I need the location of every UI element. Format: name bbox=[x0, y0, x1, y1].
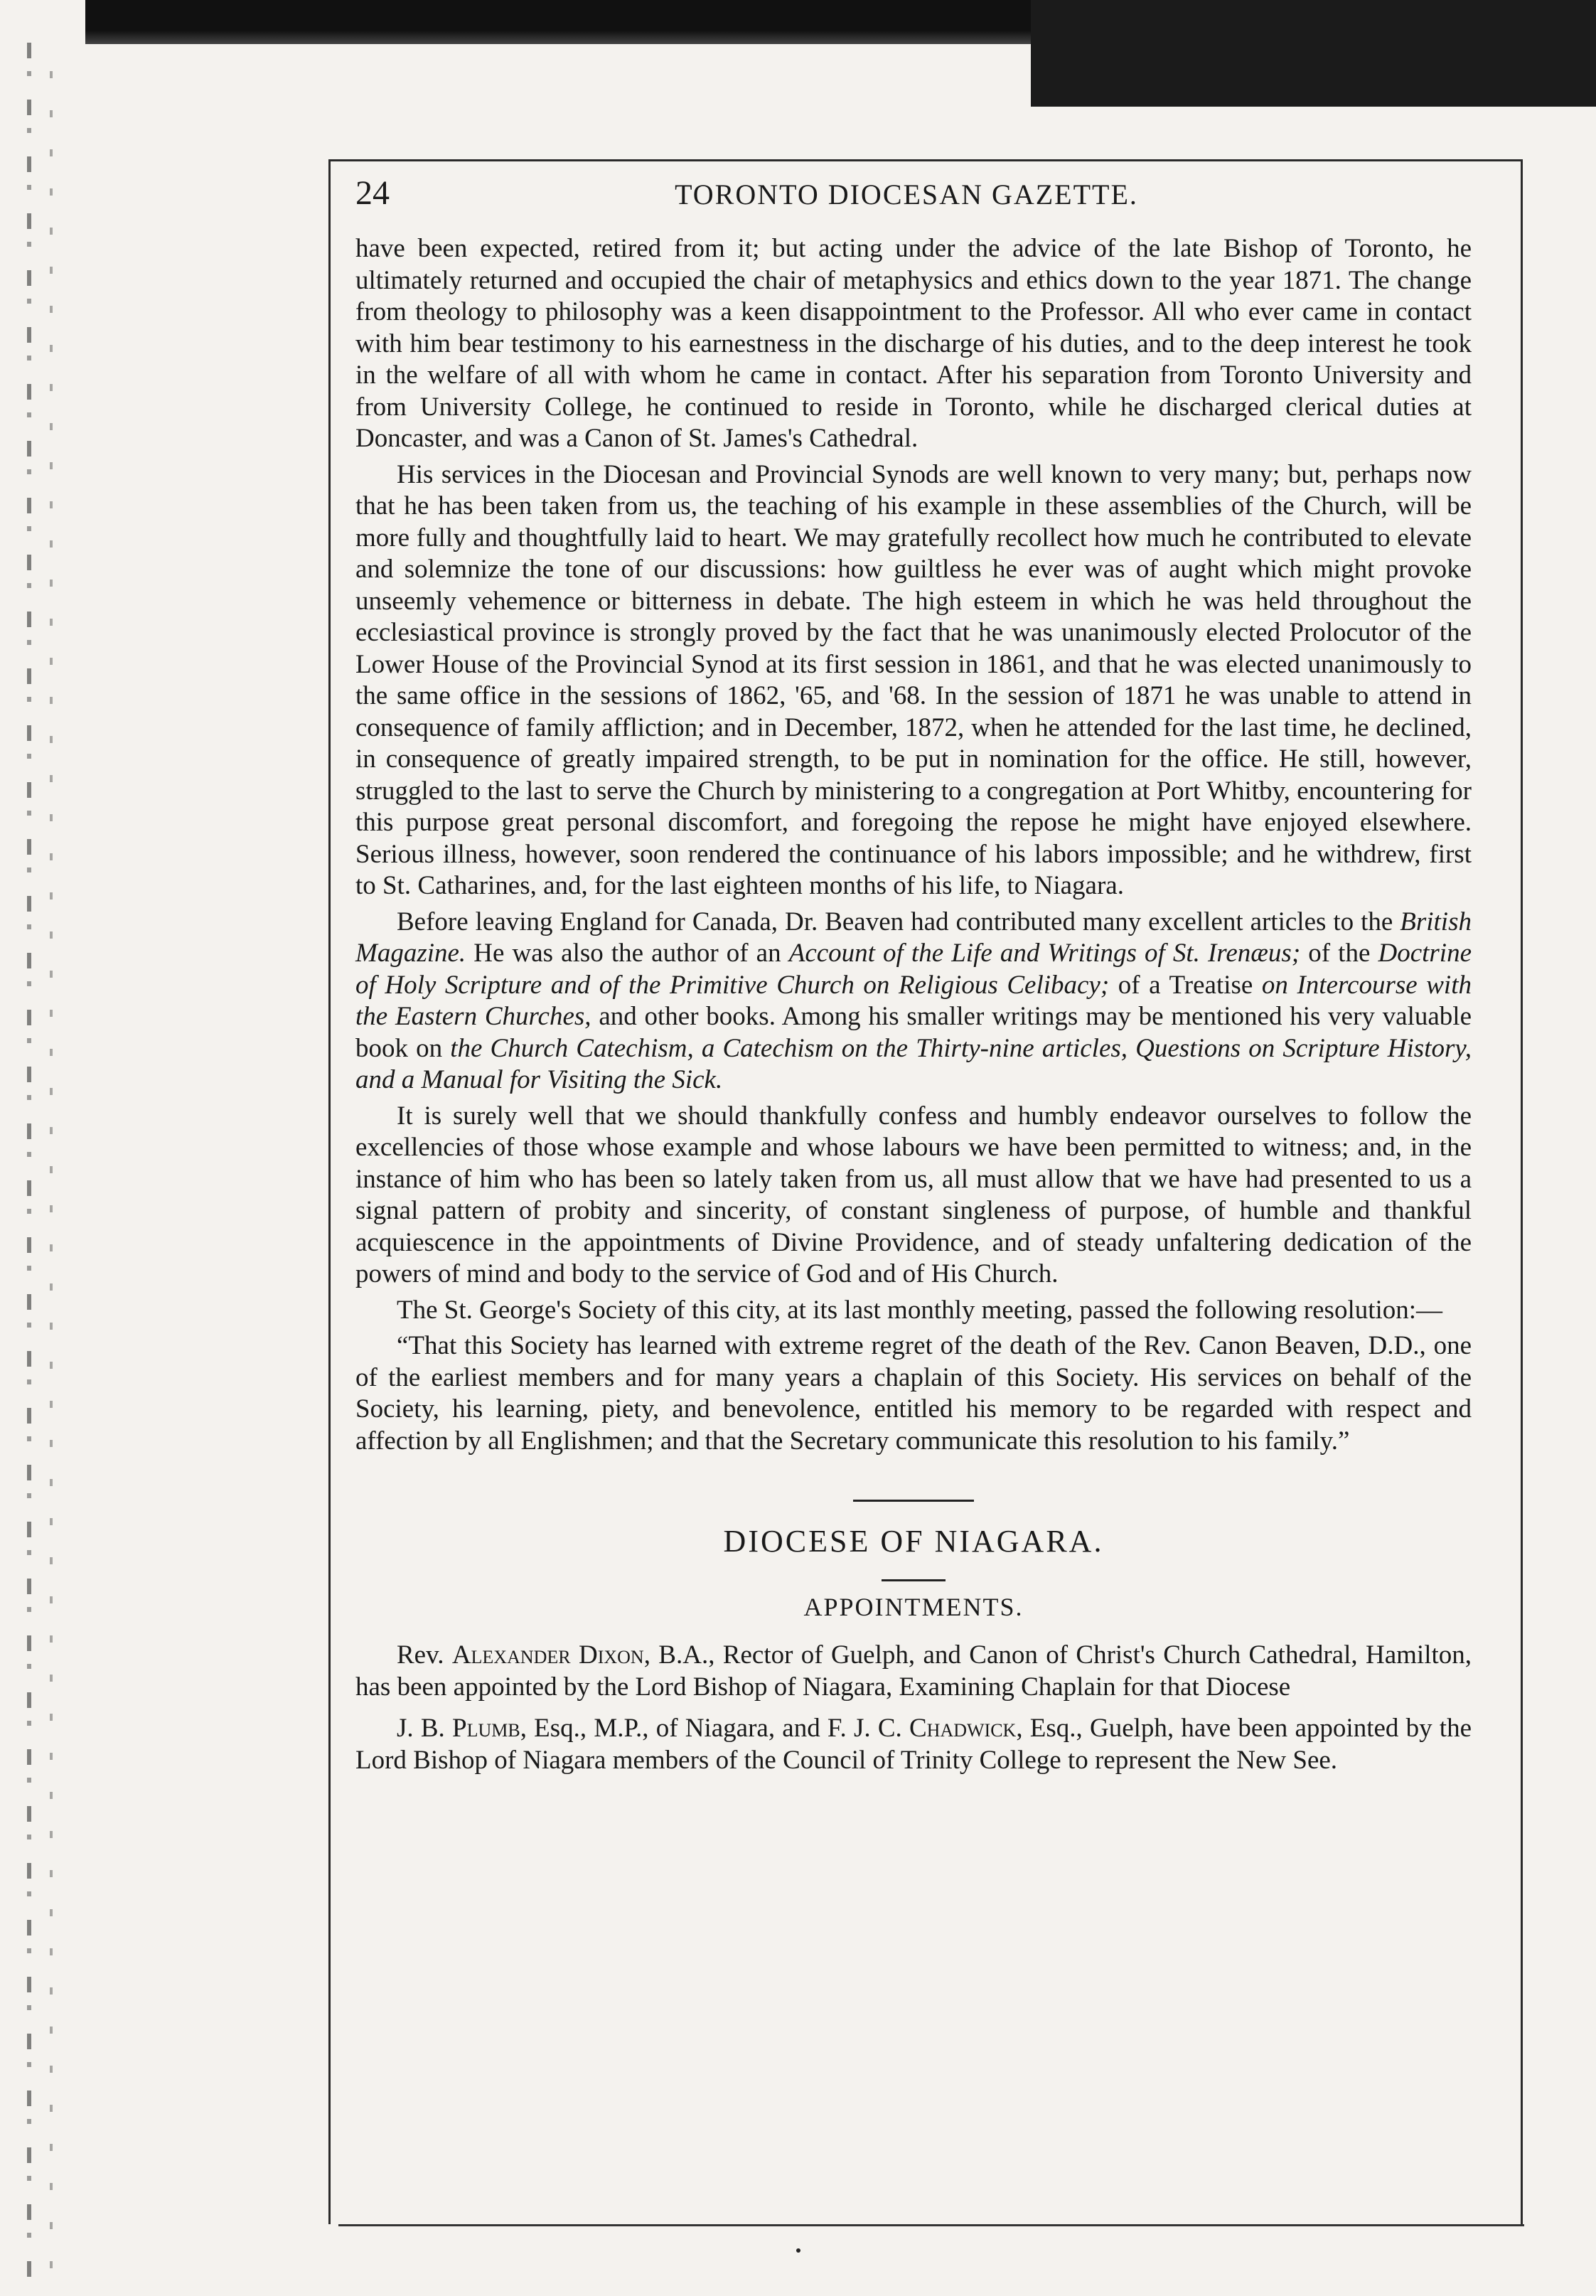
bottom-mark bbox=[796, 2248, 800, 2253]
subsection-divider bbox=[882, 1579, 946, 1581]
writings-text-1: Before leaving England for Canada, Dr. Beaven had contributed many excellent articles to the bbox=[397, 907, 1400, 936]
appointment-prefix: Rev. bbox=[397, 1640, 452, 1670]
scan-corner-shadow bbox=[1031, 0, 1596, 107]
writings-text-5: and other books. Among his smaller writings may be mentioned his very valuable book on bbox=[355, 1002, 1472, 1063]
writings-title-catechism: the Church Catechism, a Catechism on the Thirty-nine articles, Questions on Scripture History, and a Manual for Visiting the Sick. bbox=[355, 1033, 1472, 1094]
writings-title-treatise: on Intercourse with the Eastern Churches, bbox=[355, 970, 1472, 1031]
section-subtitle-appointments: APPOINTMENTS. bbox=[803, 1592, 1024, 1621]
writings-text-4: of a Treatise bbox=[1109, 970, 1262, 1000]
writings-text-2: He was also the author of an bbox=[466, 939, 789, 968]
page-header bbox=[355, 174, 1472, 223]
resolution-quote: “That this Society has learned with extreme regret of the death of the Rev. Canon Beaven, D.D., one of the earliest members and for many years a chaplain of this Society. His services on behalf of the Society, his learning, piety, and benevolence, entitled his memory to be regarded with respect and affection by all Englishmen; and that the Secretary communicate this resolution to his family.” bbox=[355, 1331, 1472, 1456]
page-number: 24 bbox=[355, 174, 390, 212]
running-title: TORONTO DIOCESAN GAZETTE. bbox=[675, 178, 1138, 210]
appointee-name: Alexander Dixon, bbox=[451, 1640, 650, 1670]
writings-text-3: of the bbox=[1300, 939, 1378, 968]
paragraph-tribute: It is surely well that we should thankfully confess and humbly endeavor ourselves to follow the excellencies of those whose example and whose labours we have been permitted to witness; and, in the instance of him who has been so lately taken from us, all must allow that we have had presented to us a signal pattern of probity and sincerity, of constant singleness of purpose, of humble and thankful acquiescence in the appointments of Divine Providence, and of steady unfaltering dedication of the powers of mind and body to the service of God and of His Church. bbox=[355, 1101, 1472, 1288]
paragraph-synods: His services in the Diocesan and Provincial Synods are well known to very many; but, perhaps now that he has been taken from us, the teaching of his example in these assemblies of the Church, will be more fully and thoughtfully laid to heart. We may gratefully recollect how much he contributed to elevate and solemnize the tone of our discussions: how guiltless he ever was of aught which might provoke unseemly vehemence or bitterness in debate. The high esteem in which he was held throughout the ecclesiastical province is strongly proved by the fact that he was unanimously elected Prolocutor of the Lower House of the Provincial Synod at its first session in 1861, and that he was elected unanimously to the same office in the sessions of 1862, '65, and '68. In the session of 1871 he was unable to attend in consequence of family affliction; and in December, 1872, when he attended for the last time, he declined, in consequence of greatly impaired strength, to be put in nomination for the office. He still, however, struggled to the last to serve the Church by ministering to a congregation at Port Whitby, encountering for this purpose great personal discomfort, and foregoing the repose he might have enjoyed elsewhere. Serious illness, however, soon rendered the continuance of his labors impossible; and he withdrew, first to St. Catharines, and, for the last eighteen months of his life, to Niagara. bbox=[355, 459, 1472, 900]
appointment-text: Esq., M.P., of Niagara, and F. J. C. bbox=[526, 1714, 909, 1743]
scan-left-edge bbox=[27, 43, 31, 2282]
appointment-text: Esq., Guelph, have been appointed by the Lord Bishop of Niagara members of the Council of Trinity College to represent the New See. bbox=[355, 1714, 1472, 1775]
writings-title-magazine: British Magazine. bbox=[355, 907, 1472, 968]
scan-left-edge-inner bbox=[50, 71, 53, 2275]
appointment-text: B.A., Rector of Guelph, and Canon of Christ's Church Cathedral, Hamilton, has been appointed by the Lord Bishop of Niagara, Examining Chaplain for that Diocese bbox=[355, 1640, 1472, 1702]
section-title-niagara: DIOCESE OF NIAGARA. bbox=[723, 1524, 1104, 1559]
appointment-prefix: J. B. bbox=[397, 1714, 452, 1743]
appointment-dixon bbox=[355, 1640, 1472, 1703]
paragraph-continuation: have been expected, retired from it; but acting under the advice of the late Bishop of Toronto, he ultimately returned and occupied the chair of metaphysics and ethics down to the year 1871. The change from theology to philosophy was a keen disappointment to the Professor. All who ever came in contact with him bear testimony to his earnestness in the discharge of his duties, and to the deep interest he took in the welfare of all with whom he came in contact. After his separation from Toronto University and from University College, he continued to reside in Toronto, while he discharged clerical duties at Doncaster, and was a Canon of St. James's Cathedral. bbox=[355, 234, 1472, 453]
paragraph-st-georges: The St. George's Society of this city, at its last monthly meeting, passed the following resolution:— bbox=[397, 1295, 1443, 1325]
gazette-page bbox=[355, 174, 1472, 1776]
section-divider bbox=[853, 1500, 974, 1502]
appointee-name: Chadwick, bbox=[909, 1714, 1023, 1743]
paragraph-writings bbox=[355, 907, 1472, 1096]
appointment-council bbox=[355, 1713, 1472, 1776]
writings-title-doctrine: Doctrine of Holy Scripture and of the Primitive Church on Religious Celibacy; bbox=[355, 939, 1472, 1000]
appointee-name: Plumb, bbox=[452, 1714, 527, 1743]
bottom-rule bbox=[338, 2224, 1524, 2226]
writings-title-irenaeus: Account of the Life and Writings of St. Irenæus; bbox=[788, 939, 1301, 968]
